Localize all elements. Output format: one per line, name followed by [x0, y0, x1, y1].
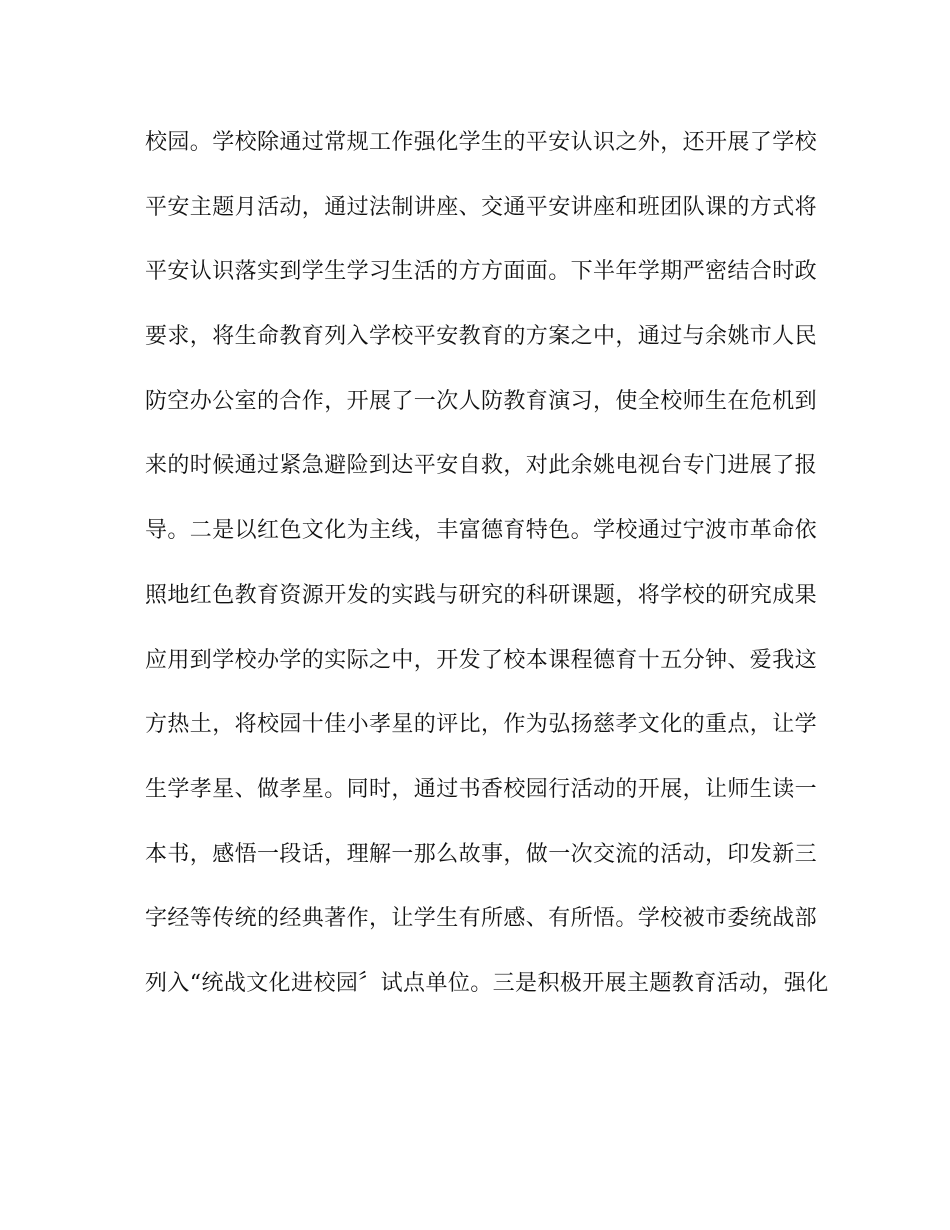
text-line: 本书，感悟一段话，理解一那么故事，做一次交流的活动，印发新三 — [145, 841, 818, 867]
text-line: 生学孝星、做孝星。同时，通过书香校园行活动的开展，让师生读一 — [145, 776, 818, 802]
text-line: 要求，将生命教育列入学校平安教育的方案之中，通过与余姚市人民 — [145, 324, 818, 350]
text-line: 应用到学校办学的实际之中，开发了校本课程德育十五分钟、爱我这 — [145, 647, 818, 673]
text-line: 方热土，将校园十佳小孝星的评比，作为弘扬慈孝文化的重点，让学 — [145, 712, 818, 738]
body-paragraph — [145, 120, 829, 1026]
text-line: 列入“统战文化进校园〞试点单位。三是积极开展主题教育活动，强化 — [145, 970, 829, 996]
text-line: 来的时候通过紧急避险到达平安自救，对此余姚电视台专门进展了报 — [145, 453, 818, 479]
text-line: 平安主题月活动，通过法制讲座、交通平安讲座和班团队课的方式将 — [145, 194, 818, 220]
text-line: 照地红色教育资源开发的实践与研究的科研课题，将学校的研究成果 — [145, 582, 818, 608]
text-line: 校园。学校除通过常规工作强化学生的平安认识之外，还开展了学校 — [145, 130, 818, 155]
text-line: 平安认识落实到学生学习生活的方方面面。下半年学期严密结合时政 — [145, 259, 818, 285]
text-line: 导。二是以红色文化为主线，丰富德育特色。学校通过宁波市革命依 — [145, 518, 818, 544]
text-line: 防空办公室的合作，开展了一次人防教育演习，使全校师生在危机到 — [145, 388, 818, 414]
text-line: 字经等传统的经典著作，让学生有所感、有所悟。学校被市委统战部 — [145, 906, 818, 932]
